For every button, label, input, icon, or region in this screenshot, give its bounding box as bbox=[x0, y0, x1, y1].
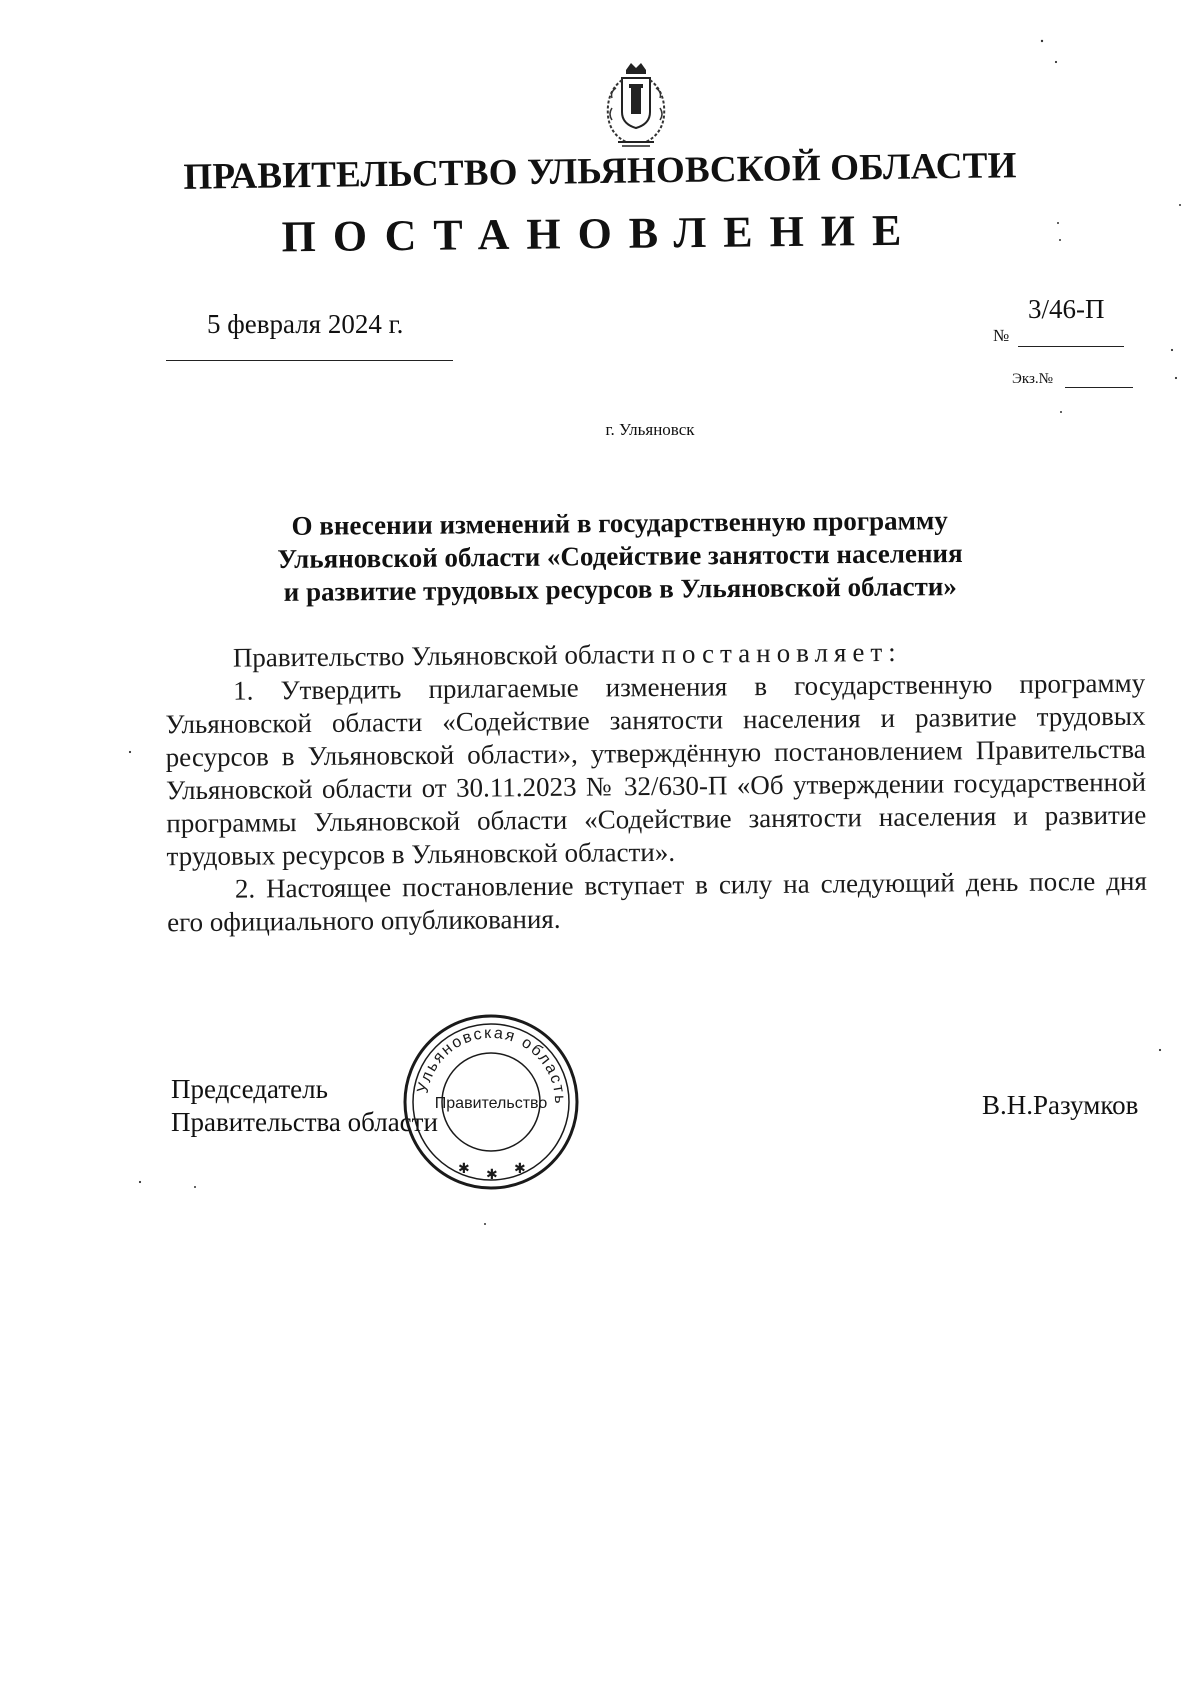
svg-text:✱: ✱ bbox=[514, 1162, 526, 1177]
official-seal bbox=[402, 1013, 580, 1191]
svg-text:✱: ✱ bbox=[486, 1168, 498, 1183]
copy-number-underline bbox=[1065, 387, 1133, 388]
svg-text:✱: ✱ bbox=[458, 1162, 470, 1177]
seal-ring-text: Ульяновская область bbox=[414, 1024, 569, 1106]
coat-of-arms-emblem bbox=[596, 58, 676, 158]
document-date: 5 февраля 2024 г. bbox=[207, 309, 404, 339]
signatory-position-line: Председатель bbox=[171, 1074, 328, 1104]
document-body bbox=[165, 634, 1148, 940]
copy-number-label: Экз.№ bbox=[1012, 371, 1053, 387]
number-underline bbox=[1018, 346, 1124, 347]
title-line: и развитие трудовых ресурсов в Ульяновской области» bbox=[283, 571, 957, 607]
signatory-position-line: Правительства области bbox=[171, 1107, 438, 1137]
document-type: ПОСТАНОВЛЕНИЕ bbox=[281, 205, 919, 262]
document-number: 3/46-П bbox=[1028, 294, 1105, 324]
item-2: 2. Настоящее постановление вступает в силу на следующий день после дня его официального опубликования. bbox=[167, 865, 1147, 938]
seal-center-text: Правительство bbox=[434, 1095, 548, 1112]
preamble-verb: постановляет: bbox=[661, 636, 902, 669]
city: г. Ульяновск bbox=[605, 420, 695, 439]
title-line: О внесении изменений в государственную программу bbox=[291, 505, 948, 541]
number-label: № bbox=[993, 326, 1010, 345]
signatory-position bbox=[171, 1073, 438, 1139]
item-1: 1. Утвердить прилагаемые изменения в государственную программу Ульяновской области «Содействие занятости населения и развитие трудовых ресурсов в Ульяновской области», утверждённую постановлением Правительства Ульяновской области от 30.11.2023 № 32/630-П «Об утверждении государственной программы Ульяновской области «Содействие занятости населения и развитие трудовых ресурсов в Ульяновской области». bbox=[165, 667, 1147, 872]
signatory-name: В.Н.Разумков bbox=[982, 1090, 1139, 1120]
preamble-subject: Правительство Ульяновской области bbox=[232, 639, 655, 673]
title-line: Ульяновской области «Содействие занятости населения bbox=[277, 538, 963, 574]
date-underline bbox=[166, 360, 453, 361]
organization-name: ПРАВИТЕЛЬСТВО УЛЬЯНОВСКОЙ ОБЛАСТИ bbox=[183, 145, 1017, 198]
document-title bbox=[220, 504, 1021, 610]
